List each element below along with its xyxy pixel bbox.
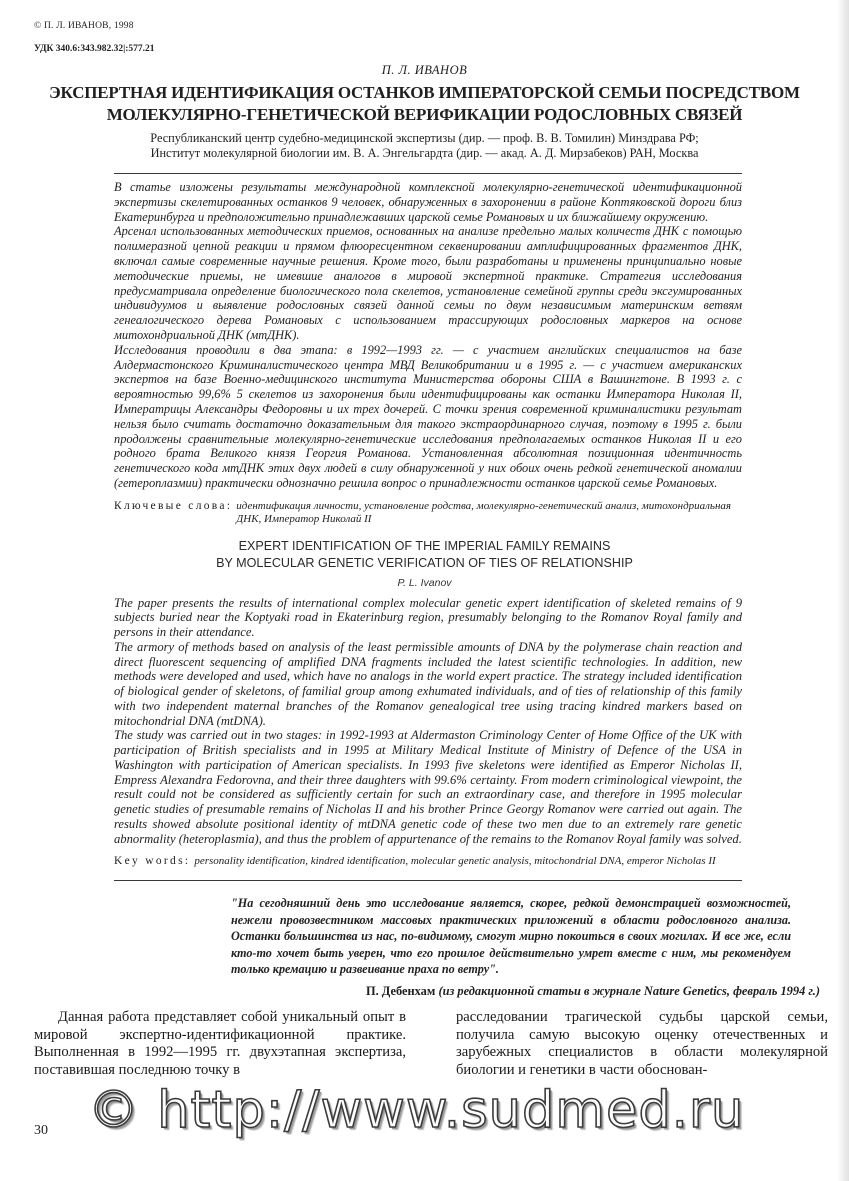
page-footer — [0, 1083, 849, 1139]
article-title-en — [0, 538, 849, 572]
title-en-line-1: EXPERT IDENTIFICATION OF THE IMPERIAL FAMILY REMAINS — [238, 538, 611, 553]
abstract-en-paragraph: The study was carried out in two stages: in 1992-1993 at Aldermaston Criminology Center of Home Office of the UK with participation of British specialists and in 1995 at Military Medical Institute of Ministry of Defence of the USA in Washington with participation of American specialists. In 1993 five skeletons were identified as Emperor Nicholas II, Empress Alexandra Fedorovna, and their three daughters with 99.6% certainty. From modern criminological viewpoint, the result could not be considered as sufficiently certain for such an extraordinary case, and therefore in 1995 molecular genetic studies of presumable remains of Nicholas II and his brother Prince Georgy Romanov were carried out again. The results showed absolute positional identity of mtDNA genetic code of these two men due to an extremely rare genetic abnormality (heteroplasmia), and thus the problem of appurtenance of the remains to the Romanov Royal family was solved. — [114, 728, 742, 846]
author-en: P. L. Ivanov — [397, 576, 452, 589]
keywords-en-label: Key words: — [114, 855, 191, 868]
watermark: © http://www.sudmed.ru — [88, 1081, 745, 1141]
divider-rule-bottom — [114, 880, 742, 881]
epigraph-quote: "На сегодняшний день это исследование является, скорее, редкой демонстрацией возможностей, нежели провозвестником массовых практических приложений в области родословного анализа. Останки большинства из нас, по-видимому, смогут мирно покоиться в своих могилах. И все же, если кто-то хочет быть уверен, что его прошлое действительно умрет вместе с ним, мы рекомендуем только кремацию и развеивание праха по ветру". — [231, 896, 791, 977]
body-columns — [0, 1009, 849, 1079]
page-number: 30 — [34, 1123, 48, 1139]
epigraph-author: П. Дебенхам — [365, 983, 436, 998]
title-ru-line-2: МОЛЕКУЛЯРНО-ГЕНЕТИЧЕСКОЙ ВЕРИФИКАЦИИ РОДОСЛОВНЫХ СВЯЗЕЙ — [106, 105, 743, 124]
abstract-ru — [114, 180, 742, 491]
keywords-en — [114, 855, 742, 868]
body-column-right: расследовании трагической судьбы царской семьи, получила самую высокую оценку отечественных и зарубежных специалистов в области молекулярной биологии и генетики в части обоснован- — [456, 1008, 828, 1078]
udk-code: УДК 340.6:343.982.32|:577.21 — [34, 44, 155, 54]
affiliation-line-2: Институт молекулярной биологии им. В. А. Энгельгардта (дир. — акад. А. Д. Мирзабеков) РАН, Москва — [150, 146, 699, 160]
abstract-en-paragraph: The armory of methods based on analysis of the least permissible amounts of DNA by the polymerase chain reaction and direct fluorescent sequencing of amplified DNA fragments included the latest scientific technologies. In addition, new methods were developed and used, which have no analogs in the world expert practice. The strategy included identification of biological gender of skeletons, of familial group among exhumated individuals, and of ties of relationship of this family with two independent maternal branches of the Romanov genealogical tree using tracing kindred markers based on mitochondrial DNA (mtDNA). — [114, 639, 742, 728]
keywords-ru — [114, 500, 742, 526]
copyright-line: © П. Л. ИВАНОВ, 1998 — [34, 21, 134, 31]
epigraph-attribution — [0, 984, 820, 999]
divider-rule-top — [114, 173, 742, 174]
title-en-line-2: BY MOLECULAR GENETIC VERIFICATION OF TIES OF RELATIONSHIP — [216, 555, 633, 570]
keywords-ru-label: Ключевые слова: — [114, 499, 233, 512]
abstract-en — [114, 596, 742, 847]
keywords-ru-text: идентификация личности, установление родства, молекулярно-генетический анализ, митохондриальная ДНК, Император Николай II — [236, 499, 732, 525]
abstract-en-paragraph: The paper presents the results of international complex molecular genetic expert identification of skeleted remains of 9 subjects buried near the Koptyaki road in Ekaterinburg region, presumably belonging to the Romanov Royal family and persons in their attendance. — [114, 595, 742, 640]
affiliation — [40, 131, 809, 161]
epigraph-source: (из редакционной статьи в журнале Nature Genetics, февраль 1994 г.) — [438, 983, 820, 998]
keywords-en-text: personality identification, kindred identification, molecular genetic analysis, mitochondrial DNA, emperor Nicholas II — [194, 855, 716, 868]
body-column-left: Данная работа представляет собой уникальный опыт в мировой экспертно-идентификационной практике. Выполненная в 1992—1995 гг. двухэтапная экспертиза, поставившая последнюю точку в — [34, 1008, 406, 1078]
abstract-ru-paragraph: Арсенал использованных методических приемов, основанных на анализе предельно малых количеств ДНК с помощью полимеразной цепной реакции и прямом флюоресцентном секвенировании амплифицированных фрагментов ДНК, включал самые современные научные решения. Кроме того, были разработаны и применены принципиально новые методические приемы, не имевшие аналогов в мировой экспертной практике. Стратегия исследования предусматривала определение биологического пола скелетов, установление семейной группы среди эксгумированных индивидуумов и выявление родословных связей данной семьи по двум независимым материнским ветвям генеалогического дерева Романовых с использованием трассирующих родословных маркеров на основе митохондриальной ДНК (мтДНК). — [114, 224, 742, 342]
abstract-ru-paragraph: В статье изложены результаты международной комплексной молекулярно-генетической идентификационной экспертизы скелетированных останков 9 человек, обнаруженных в захоронении в районе Коптяковской дороги близ Екатеринбурга и предположительно принадлежавших царской семье Романовых и их ближайшему окружению. — [114, 180, 742, 224]
affiliation-line-1: Республиканский центр судебно-медицинской экспертизы (дир. — проф. В. В. Томилин) Минздрава РФ; — [150, 131, 699, 145]
title-ru-line-1: ЭКСПЕРТНАЯ ИДЕНТИФИКАЦИЯ ОСТАНКОВ ИМПЕРАТОРСКОЙ СЕМЬИ ПОСРЕДСТВОМ — [49, 83, 800, 102]
author-ru: П. Л. ИВАНОВ — [381, 63, 468, 77]
abstract-ru-paragraph: Исследования проводили в два этапа: в 1992—1993 гг. — с участием английских специалистов на базе Алдермастонского Криминалистического центра МВД Великобритании и в 1995 г. — с участием американских экспертов на базе Военно-медицинского института Министерства обороны США в Вашингтоне. В 1993 г. с вероятностью 99,6% 5 скелетов из захоронения были идентифицированы как останки Императора Николая II, Императрицы Александры Федоровны и их трех дочерей. С точки зрения современной криминалистики результат нельзя было считать достаточно доказательным для такого экстраординарного случая, поэтому в 1995 г. были продолжены сравнительные молекулярно-генетические исследования предполагаемых останков Николая II и его родного брата Великого князя Георгия Романова. Установленная абсолютная позиционная идентичность генетического кода мтДНК этих двух людей в силу обнаруженной у них обоих очень редкой генетической аномалии (гетероплазмии) практически однозначно решила вопрос о принадлежности останков царской семье Романовых. — [114, 342, 742, 490]
article-title-ru — [20, 82, 829, 126]
